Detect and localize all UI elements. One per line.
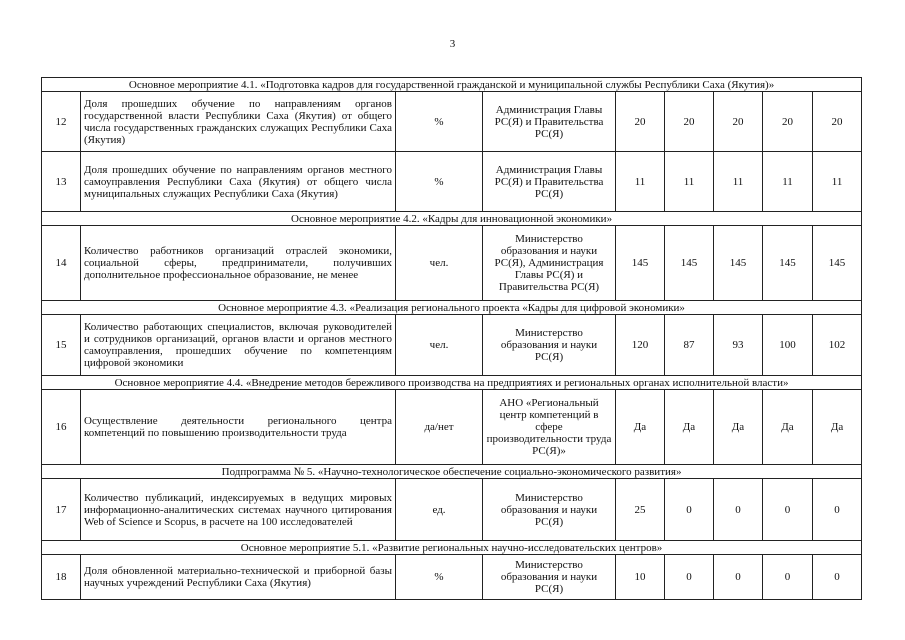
table-row <box>42 555 862 600</box>
executor-cell: Администрация Главы РС(Я) и Правительства РС(Я) <box>483 152 616 212</box>
row-number: 17 <box>42 479 81 541</box>
indicators-table <box>41 77 862 600</box>
executor-cell: Администрация Главы РС(Я) и Правительства РС(Я) <box>483 92 616 152</box>
section-title: Основное мероприятие 5.1. «Развитие региональных научно-исследовательских центров» <box>42 541 862 555</box>
value-cell: 20 <box>763 92 813 152</box>
executor-cell: АНО «Региональный центр компетенций в сфере производительности труда РС(Я)» <box>483 390 616 465</box>
executor-cell: Министерство образования и науки РС(Я) <box>483 479 616 541</box>
executor-cell: Министерство образования и науки РС(Я), Администрация Главы РС(Я) и Правительства РС(Я) <box>483 226 616 301</box>
value-cell: 0 <box>763 555 813 600</box>
section-title: Подпрограмма № 5. «Научно-технологическое обеспечение социально-экономического развития» <box>42 465 862 479</box>
value-cell: 145 <box>813 226 862 301</box>
section-row <box>42 301 862 315</box>
value-cell: 0 <box>714 479 763 541</box>
value-cell: 25 <box>616 479 665 541</box>
row-number: 12 <box>42 92 81 152</box>
indicator-name: Количество работников организаций отраслей экономики, социальной сферы, предприниматели, получивших дополнительное профессиональное образование, не менее <box>81 226 396 301</box>
value-cell: 100 <box>763 315 813 376</box>
unit-cell: % <box>396 92 483 152</box>
indicator-name: Доля прошедших обучение по направлениям органов местного самоуправления Республики Саха (Якутия) от общего числа муниципальных служащих Республики Саха (Якутия) <box>81 152 396 212</box>
value-cell: 145 <box>665 226 714 301</box>
section-title: Основное мероприятие 4.4. «Внедрение методов бережливого производства на предприятиях и региональных органах исполнительной власти» <box>42 376 862 390</box>
unit-cell: ед. <box>396 479 483 541</box>
value-cell: 11 <box>665 152 714 212</box>
row-number: 14 <box>42 226 81 301</box>
section-row <box>42 212 862 226</box>
value-cell: 120 <box>616 315 665 376</box>
unit-cell: чел. <box>396 226 483 301</box>
row-number: 18 <box>42 555 81 600</box>
value-cell: 0 <box>813 555 862 600</box>
page-number: 3 <box>449 38 456 50</box>
value-cell: 10 <box>616 555 665 600</box>
value-cell: 145 <box>763 226 813 301</box>
unit-cell: % <box>396 555 483 600</box>
indicator-name: Доля обновленной материально-технической и приборной базы научных учреждений Республики Саха (Якутия) <box>81 555 396 600</box>
section-row <box>42 465 862 479</box>
table-row <box>42 92 862 152</box>
value-cell: 11 <box>763 152 813 212</box>
indicator-name: Осуществление деятельности регионального центра компетенций по повышению производительности труда <box>81 390 396 465</box>
value-cell: 20 <box>714 92 763 152</box>
value-cell: Да <box>714 390 763 465</box>
table-row <box>42 390 862 465</box>
value-cell: 0 <box>763 479 813 541</box>
executor-cell: Министерство образования и науки РС(Я) <box>483 315 616 376</box>
value-cell: 11 <box>813 152 862 212</box>
table-row <box>42 152 862 212</box>
value-cell: 20 <box>616 92 665 152</box>
table-row <box>42 226 862 301</box>
table-row <box>42 479 862 541</box>
unit-cell: да/нет <box>396 390 483 465</box>
value-cell: 102 <box>813 315 862 376</box>
unit-cell: чел. <box>396 315 483 376</box>
value-cell: 20 <box>665 92 714 152</box>
indicator-name: Количество публикаций, индексируемых в ведущих мировых информационно-аналитических системах научного цитирования Web of Science и Scopus, в расчете на 100 исследователей <box>81 479 396 541</box>
unit-cell: % <box>396 152 483 212</box>
section-title: Основное мероприятие 4.3. «Реализация регионального проекта «Кадры для цифровой экономики» <box>42 301 862 315</box>
value-cell: Да <box>616 390 665 465</box>
row-number: 16 <box>42 390 81 465</box>
section-row <box>42 78 862 92</box>
value-cell: 145 <box>616 226 665 301</box>
indicator-name: Количество работающих специалистов, включая руководителей и сотрудников организаций, органов власти и органов местного самоуправления, прошедших обучение по компетенциям цифровой экономики <box>81 315 396 376</box>
row-number: 15 <box>42 315 81 376</box>
row-number: 13 <box>42 152 81 212</box>
value-cell: Да <box>763 390 813 465</box>
table-row <box>42 315 862 376</box>
value-cell: 93 <box>714 315 763 376</box>
section-row <box>42 541 862 555</box>
value-cell: 11 <box>714 152 763 212</box>
value-cell: 0 <box>665 479 714 541</box>
value-cell: 11 <box>616 152 665 212</box>
value-cell: 145 <box>714 226 763 301</box>
value-cell: 87 <box>665 315 714 376</box>
value-cell: 0 <box>714 555 763 600</box>
section-title: Основное мероприятие 4.1. «Подготовка кадров для государственной гражданской и муниципальной службы Республики Саха (Якутия)» <box>42 78 862 92</box>
value-cell: Да <box>665 390 714 465</box>
value-cell: 0 <box>665 555 714 600</box>
value-cell: Да <box>813 390 862 465</box>
section-title: Основное мероприятие 4.2. «Кадры для инновационной экономики» <box>42 212 862 226</box>
section-row <box>42 376 862 390</box>
value-cell: 20 <box>813 92 862 152</box>
value-cell: 0 <box>813 479 862 541</box>
executor-cell: Министерство образования и науки РС(Я) <box>483 555 616 600</box>
indicator-name: Доля прошедших обучение по направлениям органов государственной власти Республики Саха (Якутия) от общего числа государственных гражданских служащих Республики Саха (Якутия) <box>81 92 396 152</box>
